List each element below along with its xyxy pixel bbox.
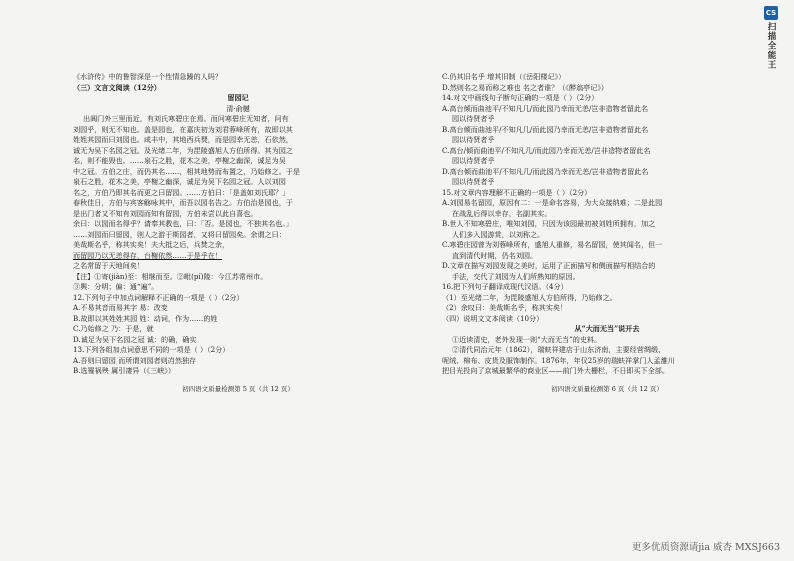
text-line: D.高台倾而曲池平/不知凡几/而此园乃幸而无恙/岂非造物者留此名 (442, 166, 649, 176)
text-line: A.不易其音而易其字 易：改变 (73, 303, 168, 312)
text-line: C.高台/倾而曲池平/不知凡几/而此园乃幸而无恙/岂非造物者留此名 (442, 145, 651, 155)
text-line: 清·俞樾 (226, 103, 250, 113)
text-line: （2）余叹曰：美哉斯名乎，称其实矣！ (442, 303, 568, 312)
text-line: 16.把下列句子翻译成现代汉语。（4分） (442, 282, 568, 291)
text-line: D.然则名之易而称之难也 名之者谁？（《醉翁亭记》） (442, 82, 608, 92)
text-line: 园以待贤者乎 (452, 135, 495, 144)
text-line: ③舆：分明；偏：通“遍”。 (73, 282, 159, 291)
text-line: B.高台倾而曲池平/不知凡几/而此园乃幸而无恙/岂非造物者留此名 (442, 124, 649, 134)
text-line: A.高台倾而曲池平/不知凡几/而此园乃幸而无恙/岂非造物者留此名 (442, 103, 649, 113)
text-line: （三）文言文阅读（12分） (73, 82, 161, 92)
text-line: 《水浒传》中的鲁智深是一个性情急躁的人吗？ (73, 72, 222, 81)
text-line: 泉石之胜，花木之美，亭榭之幽深，诚足为吴下名园之冠。人以刘园 (73, 177, 286, 186)
text-line: 14.对文中画线句子断句正确的一项是（ ）（2分） (442, 93, 599, 102)
text-line: 是出门者又不知有刘园而知有留园，方伯未尝以此自喜也。 (73, 208, 258, 218)
text-line: 诚无为吴下名园之冠。及光绪二年，为毘陵盛旭人方伯所得。其为园之 (73, 145, 293, 155)
right-page (442, 72, 772, 394)
text-line: 【注】①寄(jiàn)至：相继而至。②毗(pí)陵：今江苏常州市。 (73, 271, 268, 281)
text-line: ……刘园而曰留园，则人之游于斯园者，又将曰留园矣。余谓之曰： (73, 229, 286, 239)
text-line: 中之冠。方伯之庄，而仍其名……，相其地势而布置之，乃始修之。于是 (73, 166, 300, 176)
text-line: 人们多入园游赏，以刘称之。 (452, 229, 545, 239)
text-line: （四）说明文文本阅读（10分） (442, 313, 544, 323)
text-line: ②清代同治元年（1862），瑞蚨祥建店于山东济南，主要经营绸缎、 (452, 345, 666, 354)
text-line: 手法，交代了刘园为人们所熟知的原因。 (452, 271, 580, 281)
text-line: B.世人不知寒碧庄，唯知刘园，只因为该园最初被刘姓所拥有，加之 (442, 219, 656, 228)
camscanner-icon: CS (764, 6, 778, 20)
text-line: 出阊门外三里而近，有刘氏寒碧庄在焉。而问寒碧庄无知者，问有 (83, 114, 289, 123)
text-line: B.故即以其姓姓其园 姓：动词，作为……的姓 (73, 313, 218, 323)
text-line: 之名常留于天地间矣！ (73, 261, 144, 270)
text-line: 而留园乃以无恙得存，台榭依然……于是乎在！ (73, 250, 222, 260)
page-footer: 初四语文质量检测第 6 页（共 12 页） (551, 384, 663, 393)
text-line: （1）至光绪二年，为毘陵盛旭人方伯所得，乃始修之。 (442, 292, 617, 302)
text-line: 园以待贤者乎 (452, 177, 495, 186)
text-line: 从“大而无当”说开去 (574, 324, 640, 333)
text-line: C.乃始修之 乃：于是，就 (73, 324, 154, 333)
text-line: 姓姓其园而曰刘园也。咸丰中，其地西兵燹，而是园幸无恙，石依然， (73, 135, 293, 144)
text-line: 名之，方伯乃即其名而更之曰留园。……方伯曰：「是盖如刘氏耶？」 (73, 187, 290, 197)
text-line: 把目光投向了京城最繁华的商业区——前门外大栅栏，不日即买下全部。 (442, 366, 669, 375)
text-line: 园以待贤者乎 (452, 156, 495, 165)
text-line: D.诚足为吴下名园之冠 诚：的确，确实 (73, 334, 197, 344)
text-line: 刘园乎，则无不知也。盖是园也，在嘉庆初为刘君蓉峰所有，故即以其 (73, 124, 293, 134)
text-line: D.文章在描写刘园发现之美时，运用了正面描写和侧面描写相结合的 (442, 261, 656, 270)
camscanner-logo (762, 6, 780, 78)
text-line: 直到清代时期，仍名刘园。 (452, 250, 538, 260)
text-line: 园以待贤者乎 (452, 114, 495, 123)
text-line: C.仍其旧名乎 增其旧制（《岳阳楼记》） (442, 72, 566, 81)
camscanner-text: 扫描全能王 (766, 22, 776, 70)
text-line: 春秋佳日，方伯与宾客觞咏其中，而吾以园名告之。方伯治是园也，于 (73, 198, 293, 207)
text-line: 12.下列句子中加点词解释不正确的一项是（ ）（2分） (73, 292, 244, 302)
text-line: 留园记 (227, 93, 249, 102)
left-page (73, 72, 403, 394)
text-line: B.选罹祸殃 属引凄异（《三峡》） (73, 366, 175, 375)
text-line: ①近读清史，老外发现一则“大而无当”的史料。 (452, 334, 602, 344)
page-footer: 初四语文质量检测第 5 页（共 12 页） (182, 384, 294, 393)
text-line: 美哉斯名乎，称其实矣！夫大抵之后，兵焚之余， (73, 240, 230, 249)
resource-watermark: 更多优质资源请jia 威杏 MXSJ663 (631, 542, 780, 553)
text-line: 名，则不能毁也。……泉石之胜，花木之美，亭榭之幽深，诚足为吴 (73, 156, 286, 165)
text-line: 在战乱后得以幸存，名副其实。 (452, 208, 552, 218)
text-line: A.刘园易名留园，原因有二：一是命名容易，为大众接纳难；二是此园 (442, 198, 663, 207)
text-line: 13.下列各组加点词意思不同的一项是（ ）（2分） (73, 345, 230, 354)
text-line: 余曰：以园而名得乎？请奉其教也，曰：「否。是园也，不独其名也。」 (73, 219, 293, 228)
text-line: 呢绒、棉布、皮货及服饰制作。1876年，年仅25岁的瑞蚨祥掌门人孟雒川 (442, 355, 675, 365)
text-line: C.寒碧庄园曾为刘蓉峰所有，盛旭人重修，易名留园，使其闻名，但一 (442, 240, 663, 249)
text-line: 15.对文章内容理解不正确的一项是（ ）（2分） (442, 187, 592, 197)
text-line: A.吾则曰留园 而所谓刘园者则岿然独存 (73, 355, 197, 365)
